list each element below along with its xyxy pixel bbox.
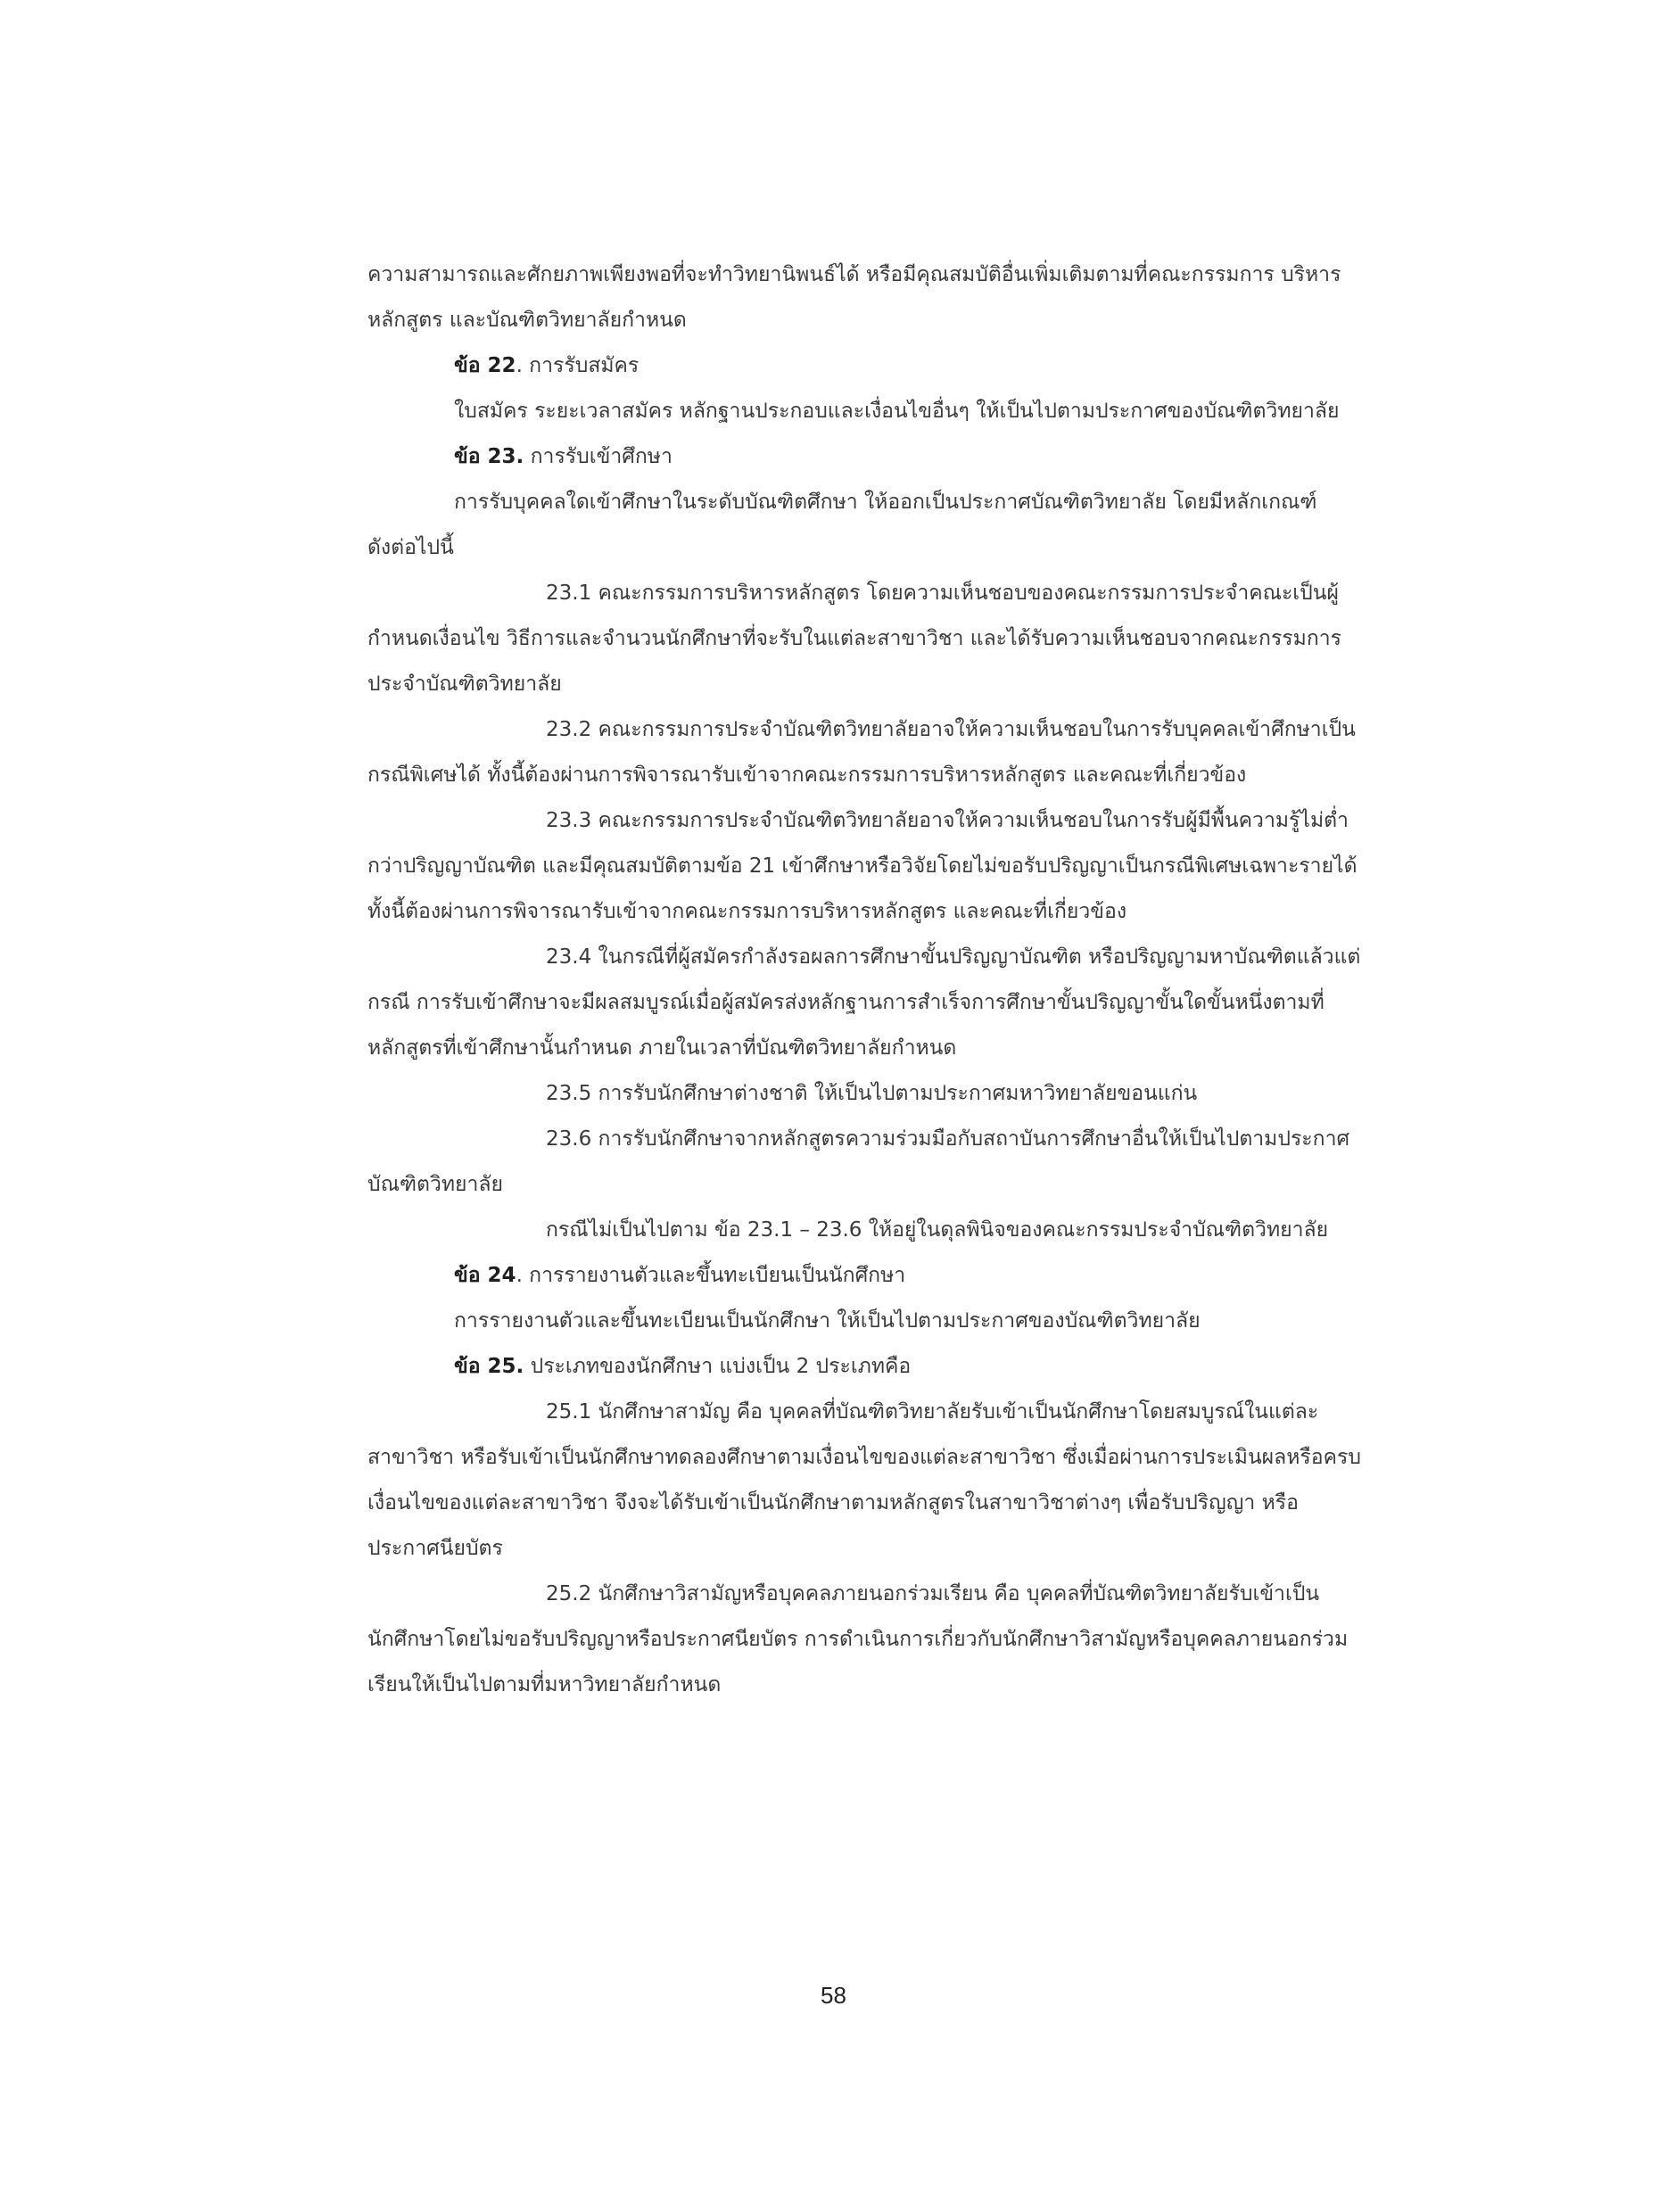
text-line: หลักสูตร และบัณฑิตวิทยาลัยกำหนด [367, 309, 687, 332]
text-line: กำหนดเงื่อนไข วิธีการและจำนวนนักศึกษาที่จะรับในแต่ละสาขาวิชา และได้รับความเห็นชอบจากคณะกรรมการ [367, 627, 1342, 650]
section-title: การรับเข้าศึกษา [524, 445, 673, 468]
text-line: ดังต่อไปนี้ [367, 536, 454, 559]
clause-23-1: 23.1 คณะกรรมการบริหารหลักสูตร โดยความเห็นชอบของคณะกรรมการประจำคณะเป็นผู้ [546, 582, 1339, 605]
text-line: สาขาวิชา หรือรับเข้าเป็นนักศึกษาทดลองศึกษาตามเงื่อนไขของแต่ละสาขาวิชา ซึ่งเมื่อผ่านการประเมินผลหรือครบ [367, 1446, 1361, 1469]
clause-23-6: 23.6 การรับนักศึกษาจากหลักสูตรความร่วมมือกับสถาบันการศึกษาอื่นให้เป็นไปตามประกาศ [546, 1127, 1350, 1151]
clause-23-4: 23.4 ในกรณีที่ผู้สมัครกำลังรอผลการศึกษาขั้นปริญญาบัณฑิต หรือปริญญามหาบัณฑิตแล้วแต่ [546, 945, 1361, 969]
text-line: กว่าปริญญาบัณฑิต และมีคุณสมบัติตามข้อ 21 เข้าศึกษาหรือวิจัยโดยไม่ขอรับปริญญาเป็นกรณีพิเศษเฉพาะรายได้ [367, 854, 1358, 878]
text-line: เรียนให้เป็นไปตามที่มหาวิทยาลัยกำหนด [367, 1673, 722, 1696]
text-line: หลักสูตรที่เข้าศึกษานั้นกำหนด ภายในเวลาที่บัณฑิตวิทยาลัยกำหนด [367, 1036, 957, 1060]
text-line: ใบสมัคร ระยะเวลาสมัคร หลักฐานประกอบและเงื่อนไขอื่นๆ ให้เป็นไปตามประกาศของบัณฑิตวิทยาลัย [454, 400, 1340, 423]
clause-23-2: 23.2 คณะกรรมการประจำบัณฑิตวิทยาลัยอาจให้ความเห็นชอบในการรับบุคคลเข้าศึกษาเป็น [546, 718, 1356, 741]
text-line: เงื่อนไขของแต่ละสาขาวิชา จึงจะได้รับเข้าเป็นนักศึกษาตามหลักสูตรในสาขาวิชาต่างๆ เพื่อรับปริญญา หรือ [367, 1491, 1299, 1515]
section-heading-22 [367, 343, 1382, 389]
section-number: ข้อ 24 [454, 1264, 516, 1287]
section-number: ข้อ 23. [454, 445, 524, 468]
clause-23-5: 23.5 การรับนักศึกษาต่างชาติ ให้เป็นไปตามประกาศมหาวิทยาลัยขอนแก่น [546, 1082, 1198, 1105]
text-line: ประจำบัณฑิตวิทยาลัย [367, 673, 562, 696]
section-number: ข้อ 25. [454, 1355, 524, 1378]
text-line: กรณีไม่เป็นไปตาม ข้อ 23.1 – 23.6 ให้อยู่ในดุลพินิจของคณะกรรมประจำบัณฑิตวิทยาลัย [546, 1218, 1329, 1242]
section-heading-25 [367, 1344, 1382, 1390]
page-number: 58 [821, 1982, 846, 2009]
section-heading-24 [367, 1253, 1382, 1299]
text-line: กรณีพิเศษได้ ทั้งนี้ต้องผ่านการพิจารณารับเข้าจากคณะกรรมการบริหารหลักสูตร และคณะที่เกี่ยวข้อง [367, 763, 1247, 787]
text-line: ความสามารถและศักยภาพเพียงพอที่จะทำวิทยานิพนธ์ได้ หรือมีคุณสมบัติอื่นเพิ่มเติมตามที่คณะกรรมการ บริหาร [367, 263, 1341, 286]
section-title: . การรับสมัคร [516, 354, 640, 377]
text-line: การรับบุคคลใดเข้าศึกษาในระดับบัณฑิตศึกษา ให้ออกเป็นประกาศบัณฑิตวิทยาลัย โดยมีหลักเกณฑ์ [454, 491, 1317, 514]
document-body [367, 252, 1382, 1708]
text-line: ทั้งนี้ต้องผ่านการพิจารณารับเข้าจากคณะกรรมการบริหารหลักสูตร และคณะที่เกี่ยวข้อง [367, 900, 1127, 923]
text-line: กรณี การรับเข้าศึกษาจะมีผลสมบูรณ์เมื่อผู้สมัครส่งหลักฐานการสำเร็จการศึกษาขั้นปริญญาขั้นใดขั้นหนึ่งตามที่ [367, 991, 1325, 1014]
text-line: การรายงานตัวและขึ้นทะเบียนเป็นนักศึกษา ให้เป็นไปตามประกาศของบัณฑิตวิทยาลัย [454, 1309, 1201, 1333]
text-line: บัณฑิตวิทยาลัย [367, 1173, 504, 1196]
section-number: ข้อ 22 [454, 354, 516, 377]
text-line: ประกาศนียบัตร [367, 1537, 503, 1560]
clause-25-1: 25.1 นักศึกษาสามัญ คือ บุคคลที่บัณฑิตวิทยาลัยรับเข้าเป็นนักศึกษาโดยสมบูรณ์ในแต่ละ [546, 1400, 1319, 1424]
clause-23-3: 23.3 คณะกรรมการประจำบัณฑิตวิทยาลัยอาจให้ความเห็นชอบในการรับผู้มีพื้นความรู้ไม่ต่ำ [546, 809, 1349, 832]
section-title: ประเภทของนักศึกษา แบ่งเป็น 2 ประเภทคือ [524, 1355, 912, 1378]
text-line: นักศึกษาโดยไม่ขอรับปริญญาหรือประกาศนียบัตร การดำเนินการเกี่ยวกับนักศึกษาวิสามัญหรือบุคคลภายนอกร่วม [367, 1628, 1349, 1651]
section-title: . การรายงานตัวและขึ้นทะเบียนเป็นนักศึกษา [516, 1264, 906, 1287]
section-heading-23 [367, 434, 1382, 480]
clause-25-2: 25.2 นักศึกษาวิสามัญหรือบุคคลภายนอกร่วมเรียน คือ บุคคลที่บัณฑิตวิทยาลัยรับเข้าเป็น [546, 1582, 1320, 1605]
